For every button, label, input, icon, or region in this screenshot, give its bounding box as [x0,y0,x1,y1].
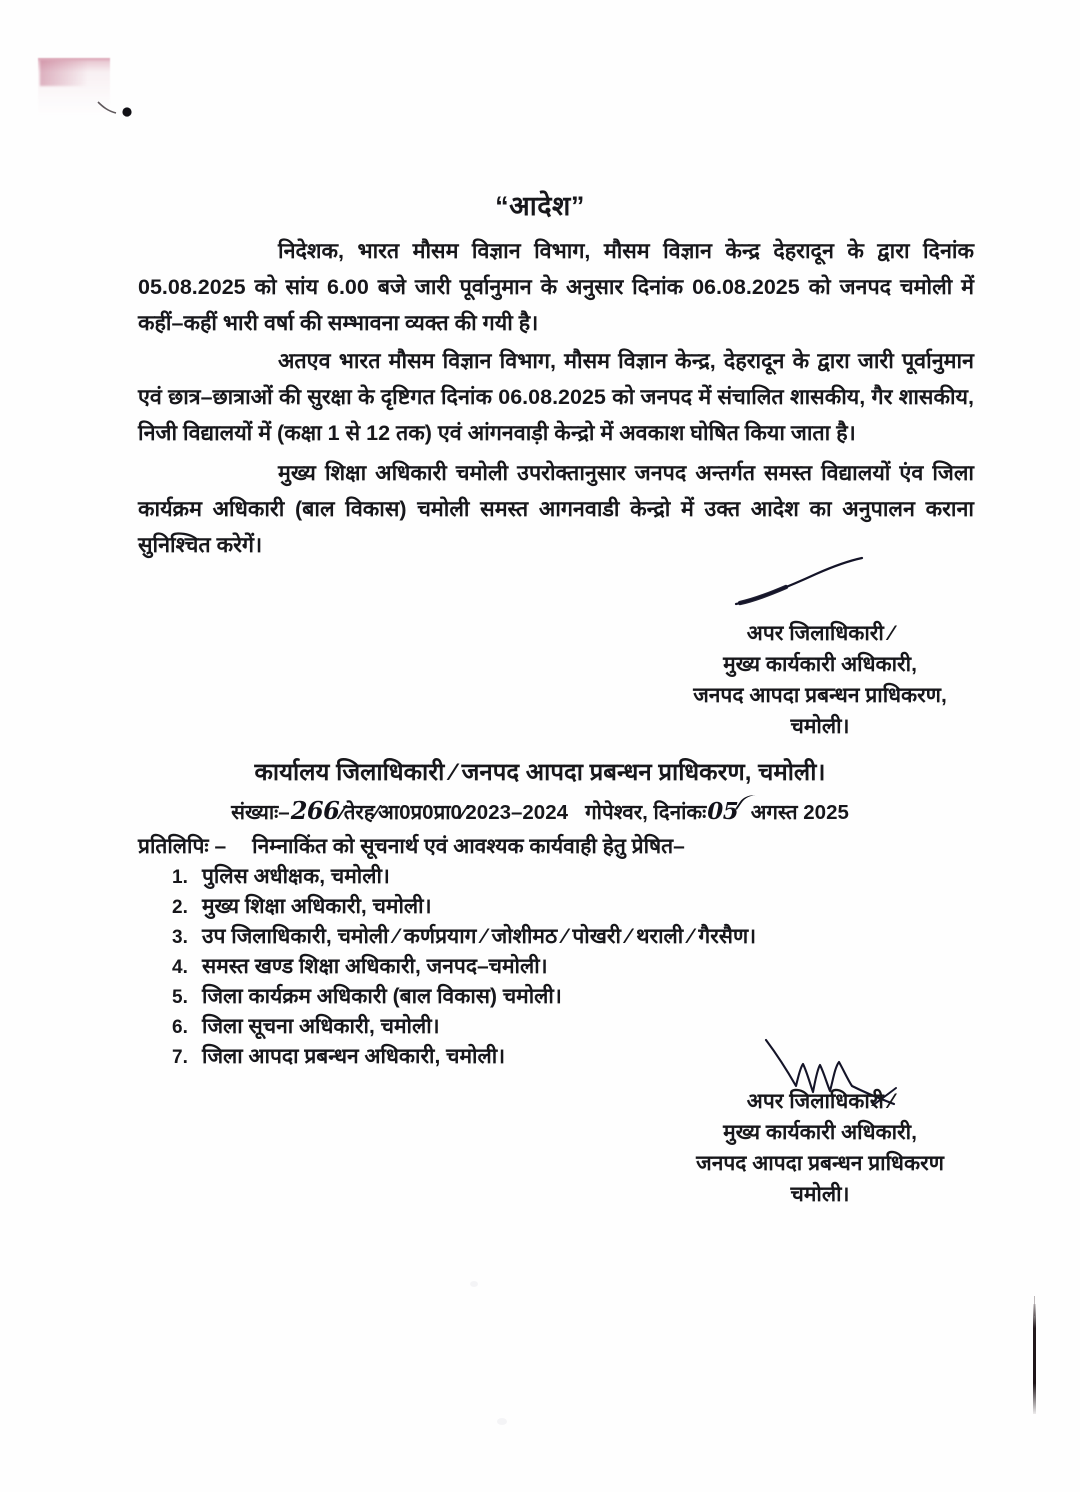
ink-fleck-artifact [96,100,136,118]
reference-slash-2: ⁄ [374,801,379,824]
paragraph-compliance-instruction: मुख्य शिक्षा अधिकारी चमोली उपरोक्तानुसार जनपद अन्तर्गत समस्त विद्यालयों एंव जिला कार्यक्रम अधिकारी (बाल विकास) चमोली समस्त आगनवाडी केन्द्रो में उक्त आदेश का अनुपालन कराना सुनिश्चित करेगें। [138,461,974,557]
signature-top-authority: जनपद आपदा प्रबन्धन प्राधिकरण, [693,684,947,707]
signature-bottom-designation-2: मुख्य कार्यकारी अधिकारी, [723,1121,917,1144]
paper-speck [497,1418,507,1425]
list-item-label: जिला सूचना अधिकारी, चमोली। [202,1015,440,1038]
reference-label: संख्याः– [231,801,290,824]
signature-bottom-authority: जनपद आपदा प्रबन्धन प्राधिकरण [696,1152,944,1175]
handwritten-signature-top [730,556,890,610]
reference-date-month: अगस्त [750,801,798,824]
list-item-label: मुख्य शिक्षा अधिकारी, चमोली। [202,895,432,918]
list-item-label: जिला कार्यक्रम अधिकारी (बाल विकास) चमोली। [202,985,562,1008]
reference-date-year: 2025 [803,801,849,824]
paragraph-forecast: निदेशक, भारत मौसम विज्ञान विभाग, मौसम विज्ञान केन्द्र देहरादून के द्वारा दिनांक 05.08.2025 को सांय 6.00 बजे जारी पूर्वानुमान के अनुसार दिनांक 06.08.2025 को जनपद चमोली में कहीं–कहीं भारी वर्षा की सम्भावना व्यक्त की गयी है। [138,239,974,335]
list-item [172,952,756,982]
list-item-label: उप जिलाधिकारी, चमोली ⁄ कर्णप्रयाग ⁄ जोशीमठ ⁄ पोखरी ⁄ थराली ⁄ गैरसैण। [202,925,757,948]
document-title: “आदेश” [495,191,585,221]
list-item [172,1042,756,1072]
copy-to-intro [138,832,685,860]
reference-series: तेरह [343,801,375,824]
list-item [172,892,756,922]
list-item-number: 7. [172,1047,188,1068]
list-item-number: 5. [172,987,188,1008]
scan-smudge-artifact-secondary [40,60,88,86]
reference-place: गोपेश्वर, [585,801,648,824]
signature-block-top [620,618,1020,742]
paper-speck [470,1281,478,1287]
reference-dept-code: आ0प्र0प्रा0 [378,801,462,824]
office-header: कार्यालय जिलाधिकारी ⁄ जनपद आपदा प्रबन्धन प्राधिकरण, चमोली। [254,759,826,786]
reference-slash-1: ⁄ [340,801,344,824]
signature-top-designation-2: मुख्य कार्यकारी अधिकारी, [723,653,917,676]
list-item-label: पुलिस अधीक्षक, चमोली। [202,865,390,888]
reference-number-handwritten: 266 [290,796,340,825]
list-item-number: 4. [172,957,188,978]
copy-to-instruction: निम्नाकिंत को सूचनार्थ एवं आवश्यक कार्यवाही हेतु प्रेषित– [252,835,685,858]
list-item-number: 1. [172,867,188,888]
copy-to-label: प्रतिलिपिः – [138,835,227,858]
list-item [172,862,756,892]
reference-number-line [0,796,1080,826]
list-item-number: 2. [172,897,188,918]
paragraph-holiday-declaration: अतएव भारत मौसम विज्ञान विभाग, मौसम विज्ञान केन्द्र, देहरादून के द्वारा जारी पूर्वानुमान एवं छात्र–छात्राओं की सुरक्षा के दृष्टिगत दिनांक 06.08.2025 को जनपद में संचालित शासकीय, गैर शासकीय, निजी विद्यालयों में (कक्षा 1 से 12 तक) एवं आंगनवाड़ी केन्द्रो में अवकाश घोषित किया जाता है। [138,349,974,445]
copy-to-recipient-list [172,862,756,1072]
list-item-number: 3. [172,927,188,948]
signature-bottom-district: चमोली। [790,1183,850,1206]
reference-fiscal-year: 2023–2024 [465,801,569,824]
list-item [172,1012,756,1042]
list-item-label: समस्त खण्ड शिक्षा अधिकारी, जनपद–चमोली। [202,955,548,978]
signature-block-bottom [620,1086,1020,1210]
signature-top-district: चमोली। [790,715,850,738]
list-item [172,982,756,1012]
reference-date-day-handwritten: 05 [707,798,739,825]
list-item [172,922,756,952]
signature-top-designation-1: अपर जिलाधिकारी ⁄ [746,622,894,645]
scan-edge-line-artifact [1033,1304,1036,1414]
signature-bottom-designation-1: अपर जिलाधिकारी ⁄ [746,1090,894,1113]
list-item-number: 6. [172,1017,188,1038]
list-item-label: जिला आपदा प्रबन्धन अधिकारी, चमोली। [202,1045,506,1068]
reference-slash-3: ⁄ [461,801,466,824]
reference-date-label: दिनांकः [653,801,707,824]
